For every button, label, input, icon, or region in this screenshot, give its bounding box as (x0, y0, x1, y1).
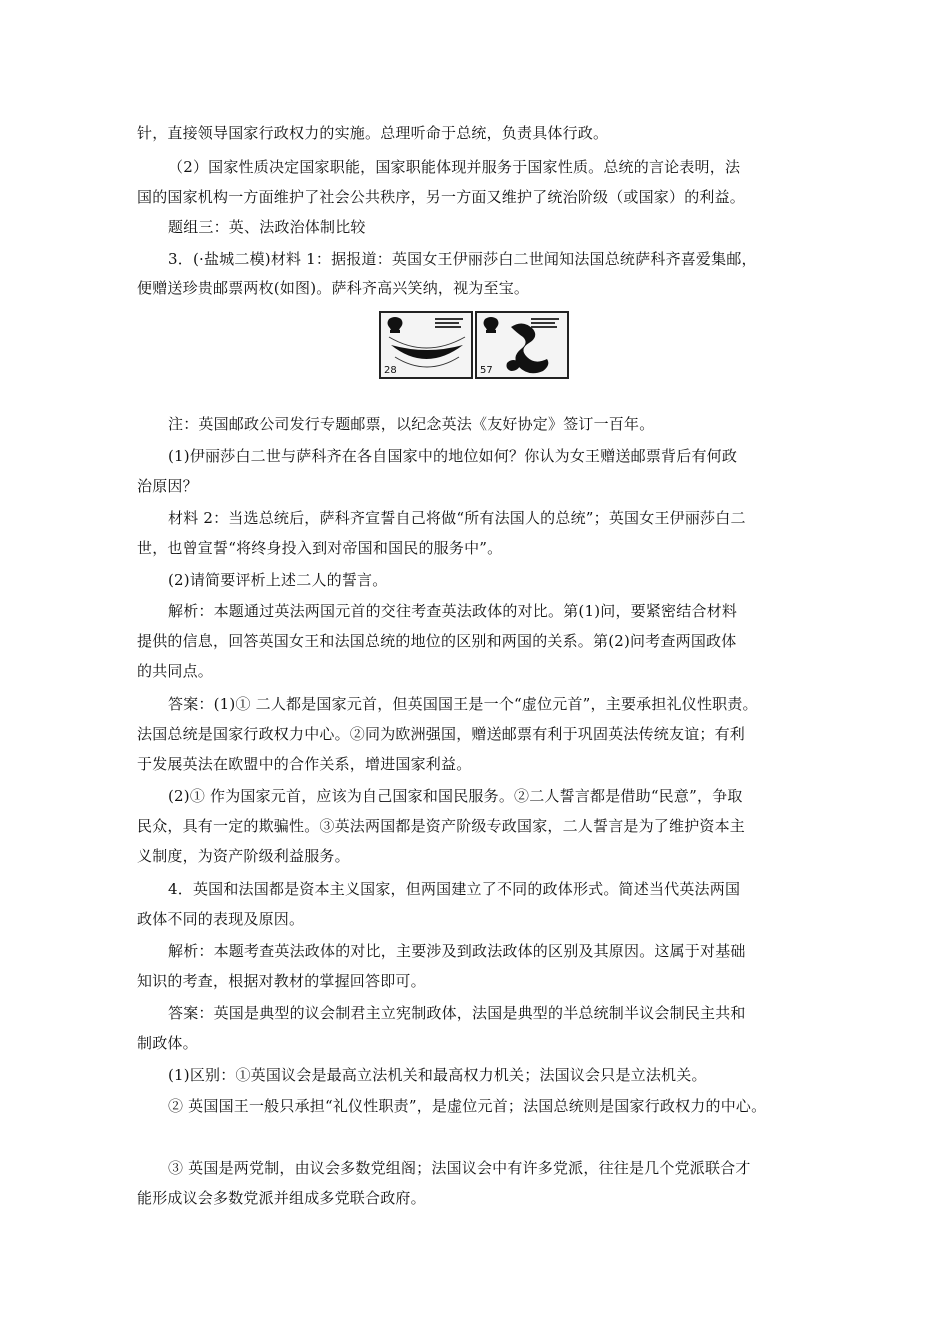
question-line: (1)伊丽莎白二世与萨科齐在各自国家中的地位如何？你认为女王赠送邮票背后有何政 (168, 447, 738, 465)
question-line: (2)请简要评析上述二人的誓言。 (168, 571, 388, 589)
stamp-value: 28 (384, 365, 397, 376)
answer-line: (1)区别：①英国议会是最高立法机关和最高权力机关；法国议会只是立法机关。 (168, 1066, 707, 1084)
stamp-left (379, 311, 473, 379)
answer-line: 答案：英国是典型的议会制君主立宪制政体，法国是典型的半总统制半议会制民主共和 (168, 1004, 746, 1022)
material-line: 材料 2：当选总统后，萨科齐宣誓自己将做“所有法国人的总统”；英国女王伊丽莎白二 (168, 509, 746, 527)
analysis-line: 知识的考查，根据对教材的掌握回答即可。 (137, 972, 426, 990)
text-line: 针，直接领导国家行政权力的实施。总理听命于总统，负责具体行政。 (137, 124, 609, 142)
question-line: 治原因？ (137, 477, 198, 495)
analysis-line: 解析：本题考查英法政体的对比，主要涉及到政法政体的区别及其原因。这属于对基础 (168, 942, 746, 960)
answer-line: 制政体。 (137, 1034, 198, 1052)
text-line: 3．(·盐城二模)材料 1：据报道：英国女王伊丽莎白二世闻知法国总统萨科齐喜爱集邮， (168, 250, 757, 268)
stamp-value: 57 (480, 365, 493, 376)
material-line: 世，也曾宣誓“将终身投入到对帝国和国民的服务中”。 (137, 539, 503, 557)
answer-line: ③ 英国是两党制，由议会多数党组阁；法国议会中有许多党派，往往是几个党派联合才 (168, 1159, 751, 1177)
section-heading: 题组三：英、法政治体制比较 (168, 218, 366, 236)
question-line: 政体不同的表现及原因。 (137, 910, 305, 928)
answer-line: 于发展英法在欧盟中的合作关系，增进国家利益。 (137, 755, 472, 773)
answer-line: 答案：(1)① 二人都是国家元首，但英国国王是一个“虚位元首”，主要承担礼仪性职责。 (168, 695, 758, 713)
answer-line: 能形成议会多数党派并组成多党联合政府。 (137, 1189, 426, 1207)
text-line: 便赠送珍贵邮票两枚(如图)。萨科齐高兴笑纳，视为至宝。 (137, 279, 530, 297)
note-line: 注：英国邮政公司发行专题邮票，以纪念英法《友好协定》签订一百年。 (168, 415, 655, 433)
answer-line: 民众，具有一定的欺骗性。③英法两国都是资产阶级专政国家，二人誓言是为了维护资本主 (137, 817, 746, 835)
answer-line: 义制度，为资产阶级利益服务。 (137, 847, 350, 865)
analysis-line: 提供的信息，回答英国女王和法国总统的地位的区别和两国的关系。第(2)问考查两国政体 (137, 632, 737, 650)
text-line: （2）国家性质决定国家职能，国家职能体现并服务于国家性质。总统的言论表明，法 (168, 158, 741, 176)
answer-line: ② 英国国王一般只承担“礼仪性职责”，是虚位元首；法国总统则是国家行政权力的中心。 (168, 1097, 767, 1115)
answer-line: (2)① 作为国家元首，应该为自己国家和国民服务。②二人誓言都是借助“民意”，争取 (168, 787, 743, 805)
analysis-line: 解析：本题通过英法两国元首的交往考查英法政体的对比。第(1)问，要紧密结合材料 (168, 602, 738, 620)
question-line: 4．英国和法国都是资本主义国家，但两国建立了不同的政体形式。简述当代英法两国 (168, 880, 741, 898)
stamp-right (475, 311, 569, 379)
analysis-line: 的共同点。 (137, 662, 214, 680)
text-line: 国的国家机构一方面维护了社会公共秩序，另一方面又维护了统治阶级（或国家）的利益。 (137, 188, 746, 206)
stamps-figure (379, 311, 571, 379)
answer-line: 法国总统是国家行政权力中心。②同为欧洲强国，赠送邮票有利于巩固英法传统友谊；有利 (137, 725, 746, 743)
